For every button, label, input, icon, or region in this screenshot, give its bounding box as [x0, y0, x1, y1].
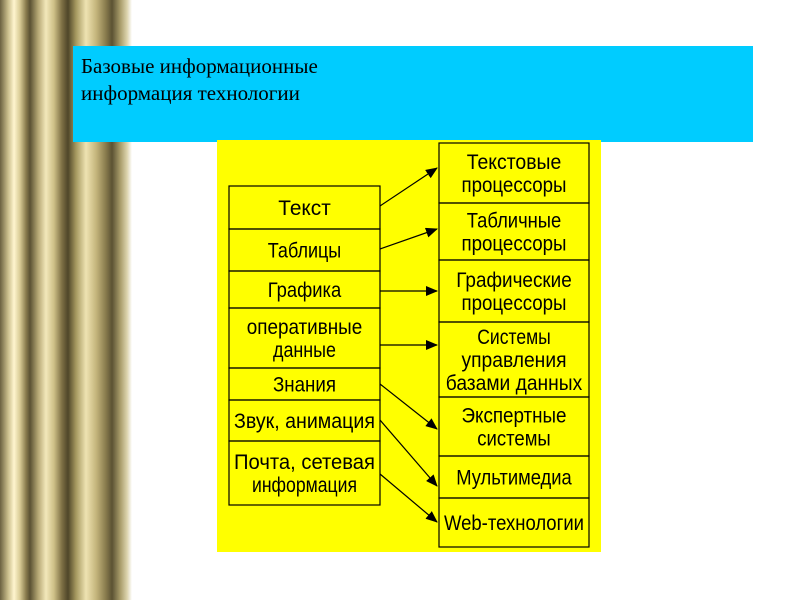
- slide-title-line-1: Базовые информационные: [81, 54, 318, 78]
- data-types-column: [229, 186, 380, 505]
- connection-arrows: [380, 168, 437, 522]
- left-label-text: Текст: [278, 197, 332, 221]
- arrow-mail-network-info-to-web-technologies: [380, 474, 437, 522]
- right-label-graphic-processors: Графические: [456, 269, 572, 293]
- slide-title-line-2: информация технологии: [81, 81, 300, 105]
- right-label-expert-systems: Экспертные: [461, 404, 567, 428]
- left-label-graphics: Графика: [267, 279, 342, 303]
- right-label-dbms: базами данных: [445, 372, 583, 396]
- left-label-operational-data: данные: [273, 339, 336, 363]
- left-label-operational-data: оперативные: [246, 316, 363, 340]
- right-label-spreadsheet-processors: Табличные: [466, 209, 562, 233]
- right-label-graphic-processors: процессоры: [461, 292, 567, 316]
- arrow-knowledge-to-expert-systems: [380, 384, 437, 429]
- right-label-text-processors: процессоры: [461, 174, 567, 198]
- right-label-dbms: Системы: [477, 326, 551, 350]
- arrow-text-to-text-processors: [380, 168, 437, 206]
- right-label-dbms: управления: [461, 349, 567, 373]
- right-label-text-processors: Текстовые: [466, 151, 562, 175]
- left-label-sound-animation: Звук, анимация: [234, 410, 375, 434]
- right-label-multimedia: Мультимедиа: [456, 466, 573, 490]
- left-label-tables: Таблицы: [267, 239, 342, 263]
- processing-tools-column: [439, 143, 589, 547]
- left-label-mail-network-info: Почта, сетевая: [234, 451, 375, 475]
- left-label-knowledge: Знания: [273, 373, 336, 397]
- arrow-tables-to-spreadsheet-processors: [380, 229, 437, 249]
- left-label-mail-network-info: информация: [252, 474, 357, 498]
- right-label-web-technologies: Web-технологии: [444, 512, 584, 536]
- right-label-expert-systems: системы: [477, 427, 551, 451]
- right-label-spreadsheet-processors: процессоры: [461, 232, 567, 256]
- arrow-sound-animation-to-multimedia: [380, 420, 437, 486]
